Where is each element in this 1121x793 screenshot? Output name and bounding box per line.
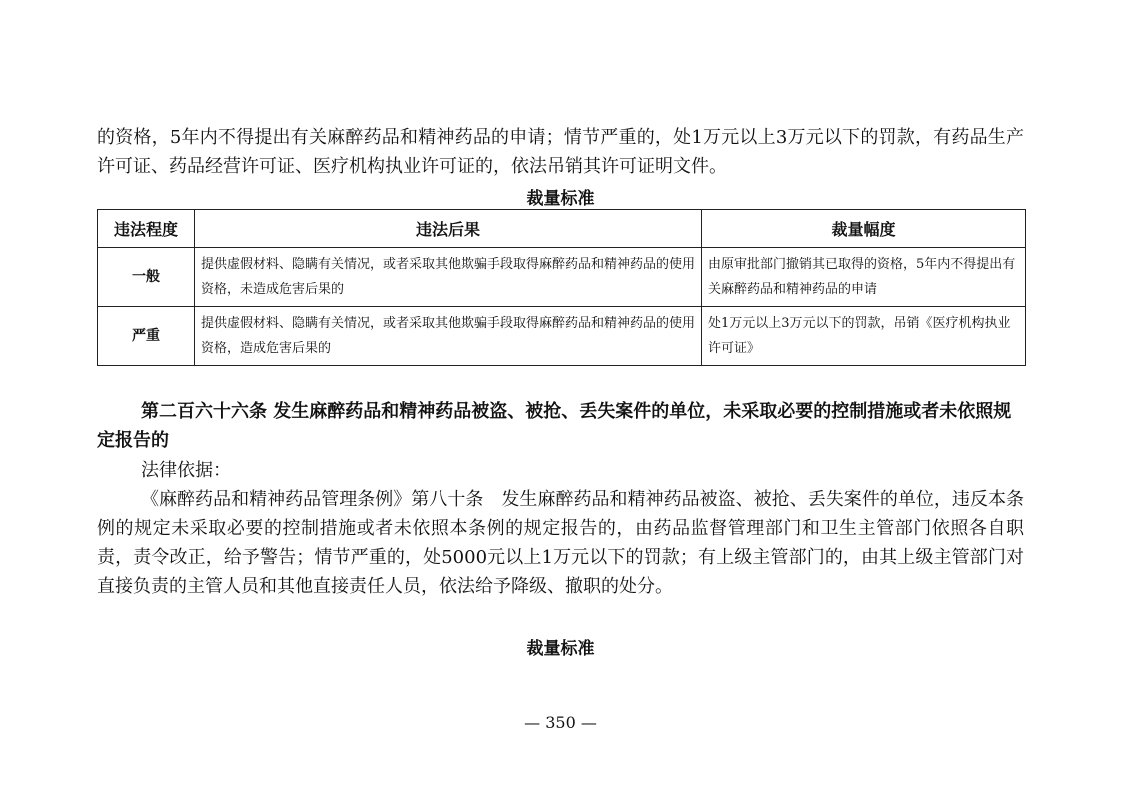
- table-row: [98, 307, 1026, 366]
- level-cell: 一般: [98, 248, 195, 307]
- consequence-cell: 提供虚假材料、隐瞒有关情况，或者采取其他欺骗手段取得麻醉药品和精神药品的使用资格，造成危害后果的: [195, 307, 702, 366]
- legal-basis-text: 《麻醉药品和精神药品管理条例》第八十条 发生麻醉药品和精神药品被盗、被抢、丢失案件的单位，违反本条例的规定未采取必要的控制措施或者未依照本条例的规定报告的，由药品监督管理部门和卫生主管部门依照各自职责，责令改正，给予警告；情节严重的，处5000元以上1万元以下的罚款；有上级主管部门的，由其上级主管部门对直接负责的主管人员和其他直接责任人员，依法给予降级、撤职的处分。: [97, 489, 1024, 597]
- level-cell: 严重: [98, 307, 195, 366]
- table-row: [98, 248, 1026, 307]
- column-header-range: 裁量幅度: [702, 210, 1026, 248]
- page-number: — 350 —: [524, 713, 597, 732]
- discretion-standard-table: [97, 209, 1026, 366]
- intro-paragraph: 的资格，5年内不得提出有关麻醉药品和精神药品的申请；情节严重的，处1万元以上3万元以下的罚款，有药品生产许可证、药品经营许可证、医疗机构执业许可证的，依法吊销其许可证明文件。: [97, 127, 1024, 177]
- legal-basis-label: 法律依据：: [141, 460, 231, 481]
- column-header-consequence: 违法后果: [195, 210, 702, 248]
- table-header-row: [98, 210, 1026, 248]
- second-table-title: 裁量标准: [526, 639, 595, 659]
- range-cell: 由原审批部门撤销其已取得的资格，5年内不得提出有关麻醉药品和精神药品的申请: [702, 248, 1026, 307]
- table-title: 裁量标准: [526, 189, 595, 209]
- column-header-level: 违法程度: [98, 210, 195, 248]
- consequence-cell: 提供虚假材料、隐瞒有关情况，或者采取其他欺骗手段取得麻醉药品和精神药品的使用资格，未造成危害后果的: [195, 248, 702, 307]
- article-heading: 第二百六十六条 发生麻醉药品和精神药品被盗、被抢、丢失案件的单位，未采取必要的控制措施或者未依照规定报告的: [97, 401, 1012, 451]
- range-cell: 处1万元以上3万元以下的罚款，吊销《医疗机构执业许可证》: [702, 307, 1026, 366]
